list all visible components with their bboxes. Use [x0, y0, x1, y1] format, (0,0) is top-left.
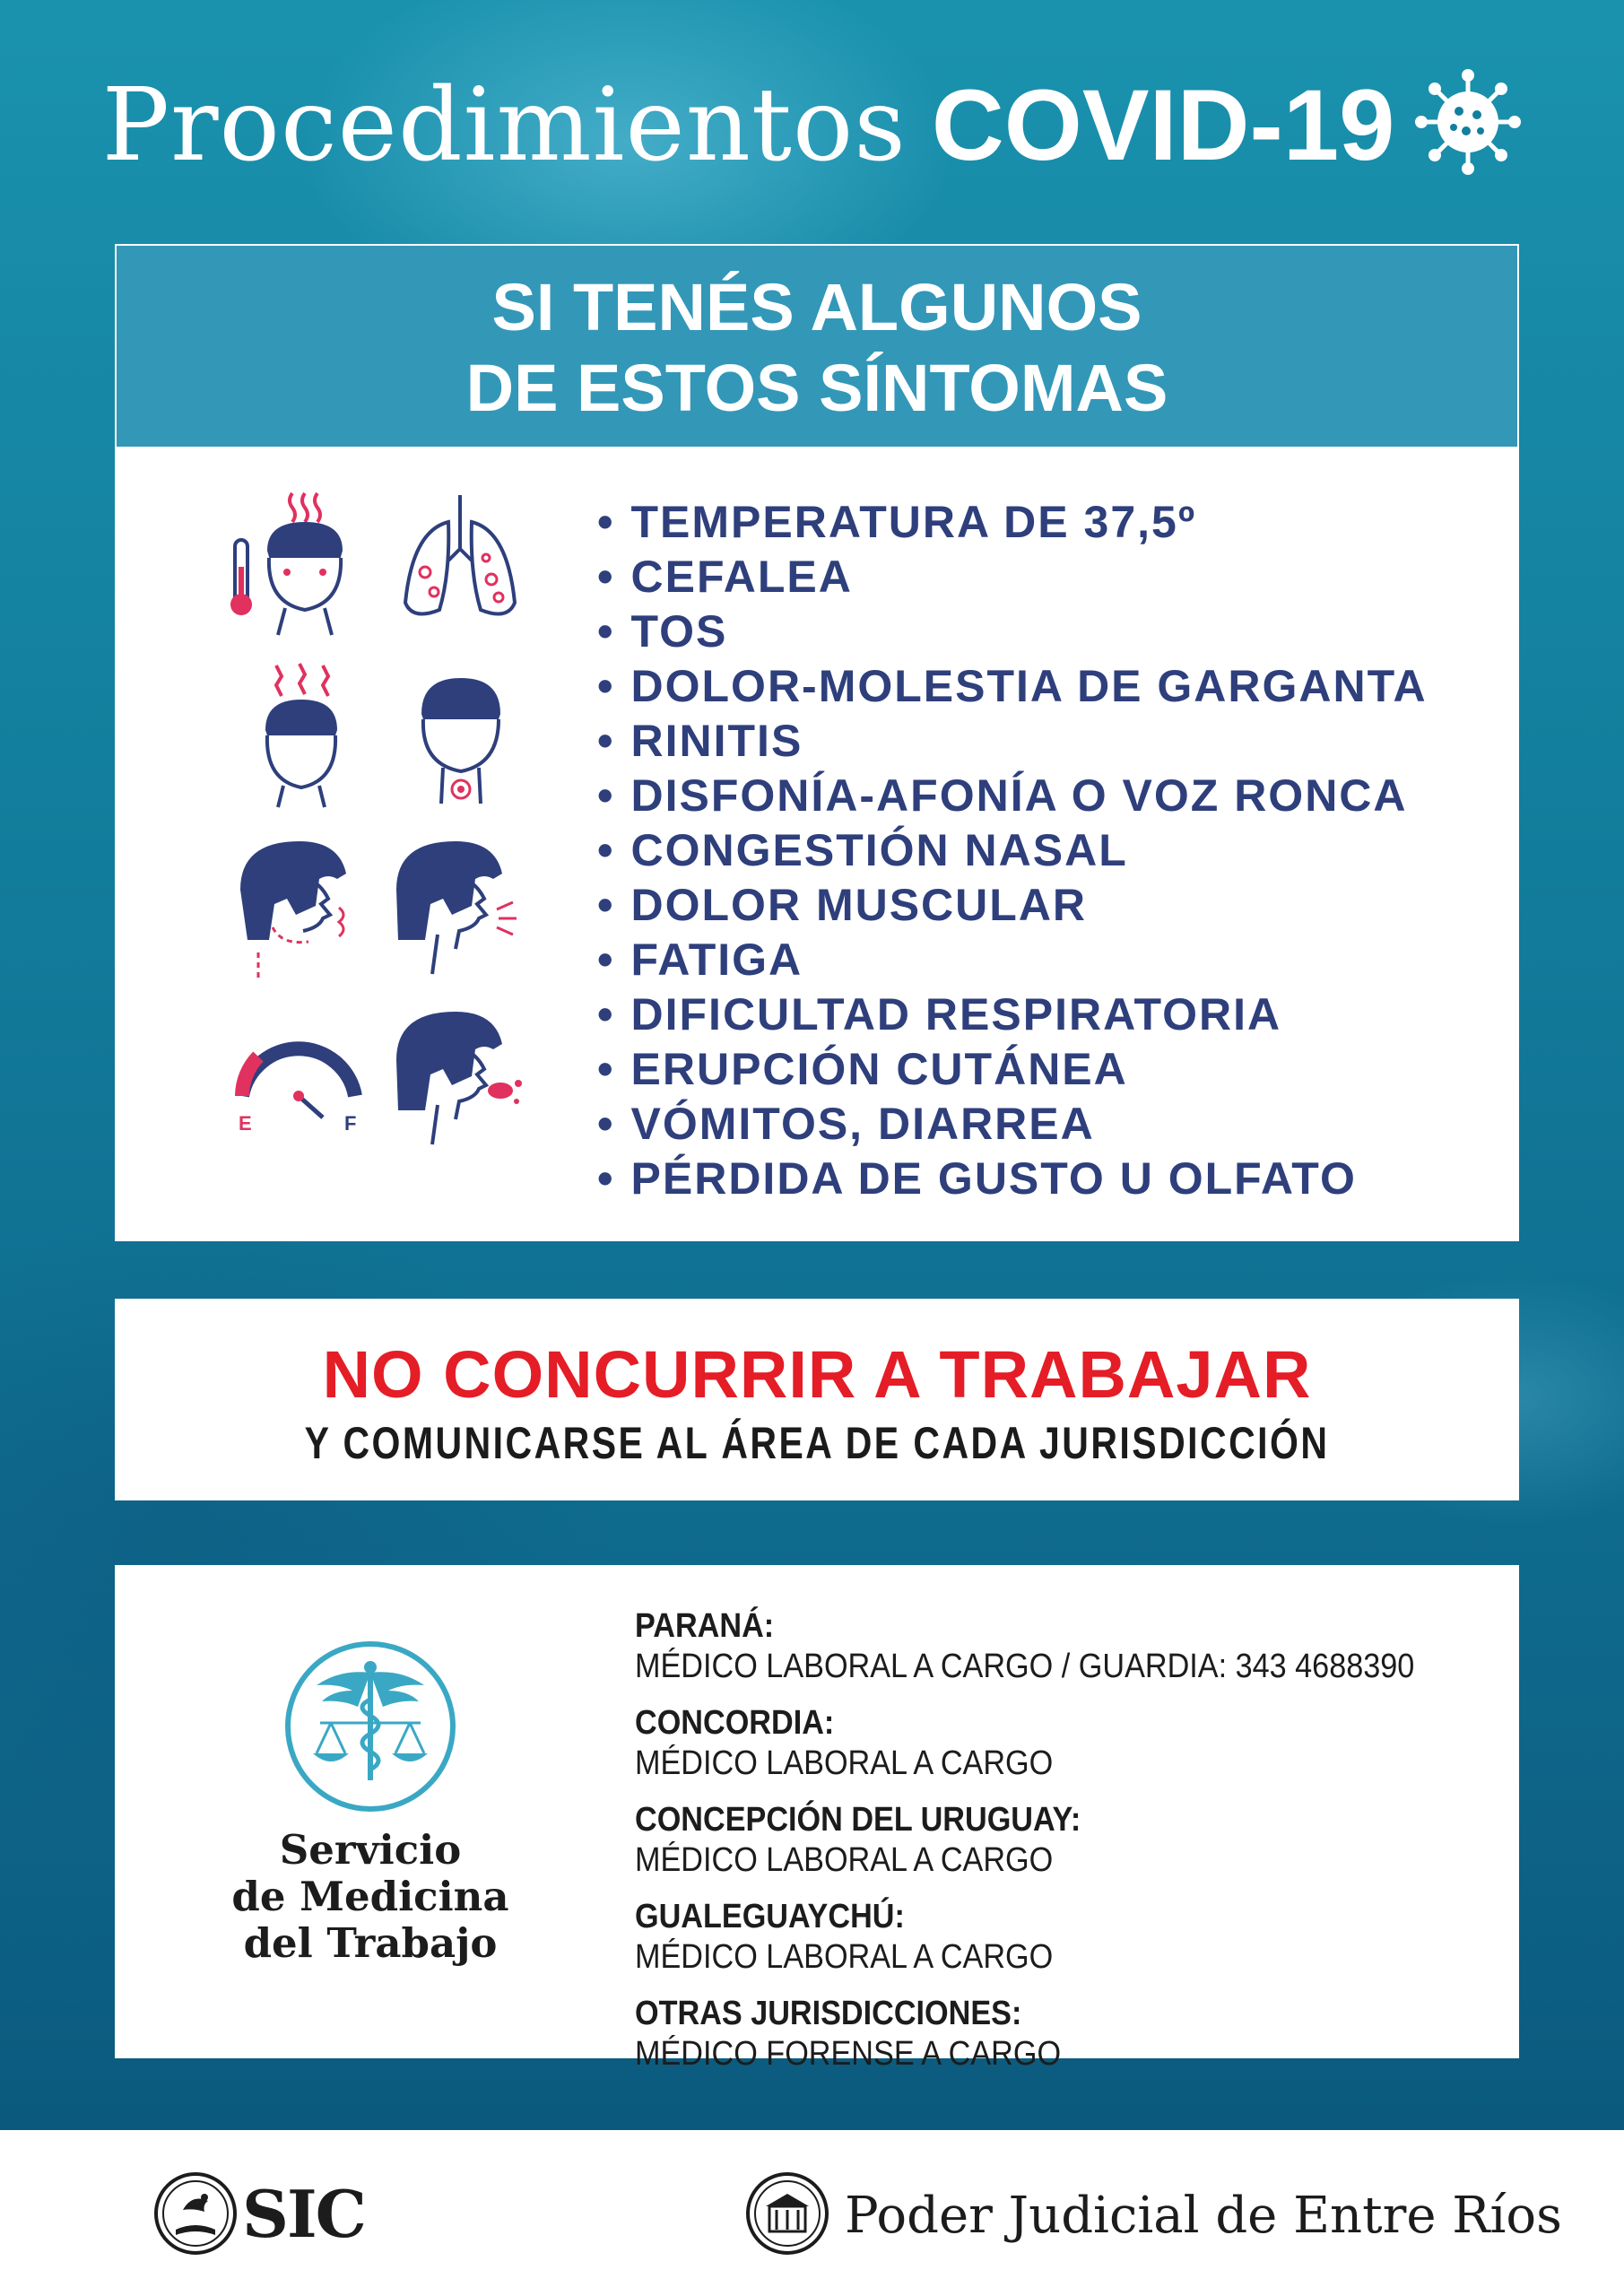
contact-info: MÉDICO LABORAL A CARGO	[635, 1841, 1054, 1879]
contact-info: MÉDICO LABORAL A CARGO	[635, 1938, 1054, 1976]
contact-item	[635, 1896, 1496, 1977]
list-item: • CEFALEA	[597, 550, 1428, 604]
contact-place: OTRAS JURISDICCIONES:	[635, 1995, 1022, 2032]
lungs-icon	[384, 486, 536, 639]
list-item: • PÉRDIDA DE GUSTO U OLFATO	[597, 1152, 1428, 1206]
cough-icon	[222, 827, 375, 979]
sic-seal-icon	[152, 2170, 239, 2257]
warning-card	[115, 1299, 1519, 1500]
poder-judicial-label: Poder Judicial de Entre Ríos	[845, 2187, 1562, 2245]
contact-place: GUALEGUAYCHÚ:	[635, 1898, 905, 1935]
contact-list	[635, 1605, 1496, 2090]
symptoms-heading-line2: DE ESTOS SÍNTOMAS	[465, 351, 1168, 425]
list-item: • TEMPERATURA DE 37,5º	[597, 495, 1428, 550]
contact-place: CONCEPCIÓN DEL URUGUAY:	[635, 1801, 1081, 1839]
warning-sub-text: Y COMUNICARSE AL ÁREA DE CADA JURISDICCIÓN	[304, 1418, 1330, 1468]
contact-item	[635, 1799, 1496, 1880]
poder-judicial-seal-icon	[744, 2170, 830, 2257]
symptoms-card	[115, 244, 1519, 1241]
symptoms-heading-line1: SI TENÉS ALGUNOS	[491, 270, 1142, 344]
list-item: • CONGESTIÓN NASAL	[597, 823, 1428, 878]
sic-label: SIC	[242, 2176, 365, 2252]
contact-place: CONCORDIA:	[635, 1704, 835, 1742]
contact-item	[635, 1993, 1496, 2074]
symptom-icons	[115, 486, 671, 1204]
list-item: • FATIGA	[597, 933, 1428, 987]
sneeze-icon	[384, 827, 536, 979]
service-name-line2: de Medicina	[231, 1873, 509, 1920]
list-item: • TOS	[597, 604, 1428, 659]
list-item: • DISFONÍA-AFONÍA O VOZ RONCA	[597, 769, 1428, 823]
headache-icon	[222, 657, 375, 809]
contact-info: MÉDICO LABORAL A CARGO	[635, 1744, 1054, 1782]
contact-place: PARANÁ:	[635, 1607, 775, 1645]
vomiting-icon	[384, 997, 536, 1150]
contact-item	[635, 1702, 1496, 1783]
title-procedimientos: Procedimientos	[101, 67, 907, 184]
warning-main-text: NO CONCURRIR A TRABAJAR	[322, 1337, 1312, 1412]
list-item: • RINITIS	[597, 714, 1428, 769]
sore-throat-icon	[384, 657, 536, 809]
contact-card	[115, 1565, 1519, 2073]
service-name-line1: Servicio	[279, 1826, 462, 1874]
list-item: • DIFICULTAD RESPIRATORIA	[597, 987, 1428, 1042]
gauge-label-full: F	[344, 1112, 357, 1135]
footer	[0, 2130, 1624, 2296]
list-item: • ERUPCIÓN CUTÁNEA	[597, 1042, 1428, 1097]
fever-icon	[222, 486, 375, 639]
gauge-label-empty: E	[239, 1112, 252, 1135]
symptoms-heading	[115, 244, 1519, 448]
page-title	[0, 67, 1624, 184]
medicine-caduceus-logo	[281, 1637, 460, 1816]
contact-item	[635, 1605, 1496, 1686]
list-item: • VÓMITOS, DIARREA	[597, 1097, 1428, 1152]
contact-info: MÉDICO FORENSE A CARGO	[635, 2035, 1062, 2073]
fatigue-gauge-icon	[222, 997, 375, 1150]
title-covid: COVID-19	[931, 69, 1395, 181]
symptom-list	[597, 495, 1428, 1206]
contact-info: MÉDICO LABORAL A CARGO / GUARDIA: 343 4688390	[635, 1648, 1415, 1685]
service-name	[195, 1827, 545, 1967]
list-item: • DOLOR-MOLESTIA DE GARGANTA	[597, 659, 1428, 714]
virus-icon	[1414, 68, 1522, 176]
service-name-line3: del Trabajo	[243, 1919, 498, 1967]
list-item: • DOLOR MUSCULAR	[597, 878, 1428, 933]
